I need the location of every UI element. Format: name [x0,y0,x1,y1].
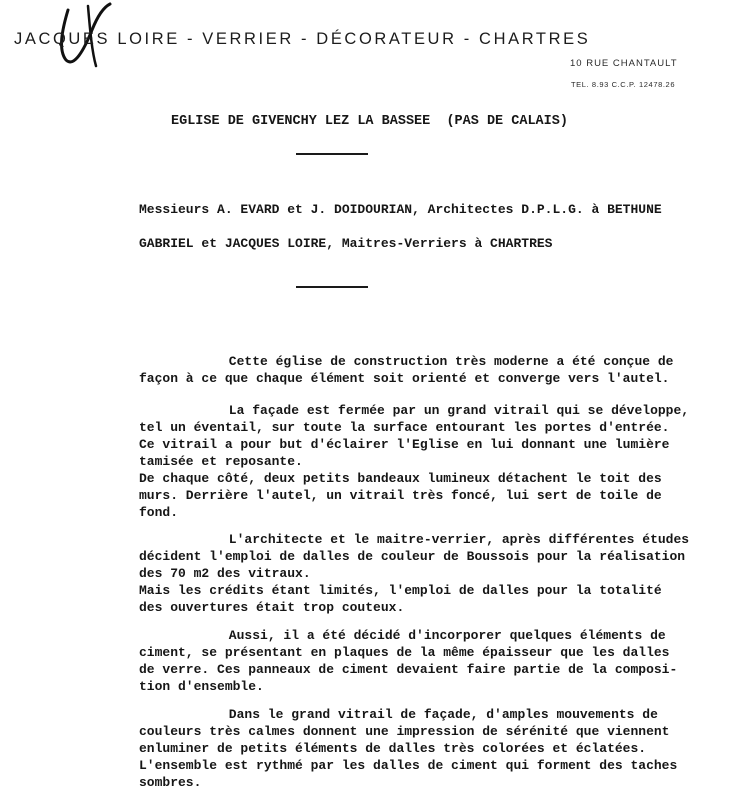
body-line: tel un éventail, sur toute la surface entourant les portes d'entrée. [139,420,670,435]
body-line: Cette église de construction très moderne a été conçue de [182,354,674,369]
body-line: Aussi, il a été décidé d'incorporer quelques éléments de [182,628,666,643]
body-line: des ouvertures était trop couteux. [139,600,405,615]
letterhead-company: JACQUES LOIRE - VERRIER - DÉCORATEUR - CHARTRES [14,30,591,48]
body-line: de verre. Ces panneaux de ciment devaient faire partie de la composi- [139,662,678,677]
credit-line-architects: Messieurs A. EVARD et J. DOIDOURIAN, Architectes D.P.L.G. à BETHUNE [139,202,662,217]
credits-rule [296,286,368,288]
letterhead-address: 10 RUE CHANTAULT [570,58,678,69]
body-line: Ce vitrail a pour but d'éclairer l'Eglise en lui donnant une lumière [139,437,670,452]
body-line: tion d'ensemble. [139,679,264,694]
body-line: enluminer de petits éléments de dalles très colorées et éclatées. [139,741,647,756]
body-line: décident l'emploi de dalles de couleur de Boussois pour la réalisation [139,549,686,564]
credit-line-glassmakers: GABRIEL et JACQUES LOIRE, Maitres-Verriers à CHARTRES [139,236,553,251]
title-rule [296,153,368,155]
body-line: Mais les crédits étant limités, l'emploi de dalles pour la totalité [139,583,662,598]
body-line: L'architecte et le maitre-verrier, après différentes études [182,532,690,547]
body-line: De chaque côté, deux petits bandeaux lumineux détachent le toit des [139,471,662,486]
body-line: La façade est fermée par un grand vitrail qui se développe, [182,403,690,418]
body-line: murs. Derrière l'autel, un vitrail très foncé, lui sert de toile de [139,488,662,503]
body-line: tamisée et reposante. [139,454,303,469]
body-line: fond. [139,505,179,520]
body-line: couleurs très calmes donnent une impression de sérénité que viennent [139,724,670,739]
body-line: L'ensemble est rythmé par les dalles de ciment qui forment des taches [139,758,678,773]
body-line: ciment, se présentant en plaques de la même épaisseur que les dalles [139,645,670,660]
body-line: des 70 m2 des vitraux. [139,566,311,581]
body-line: sombres. [139,775,202,790]
document-title: EGLISE DE GIVENCHY LEZ LA BASSEE (PAS DE CALAIS) [171,114,568,129]
letterhead-phone: TEL. 8.93 C.C.P. 12478.26 [571,80,676,89]
body-line: Dans le grand vitrail de façade, d'amples mouvements de [182,707,658,722]
body-line: façon à ce que chaque élément soit orienté et converge vers l'autel. [139,371,670,386]
